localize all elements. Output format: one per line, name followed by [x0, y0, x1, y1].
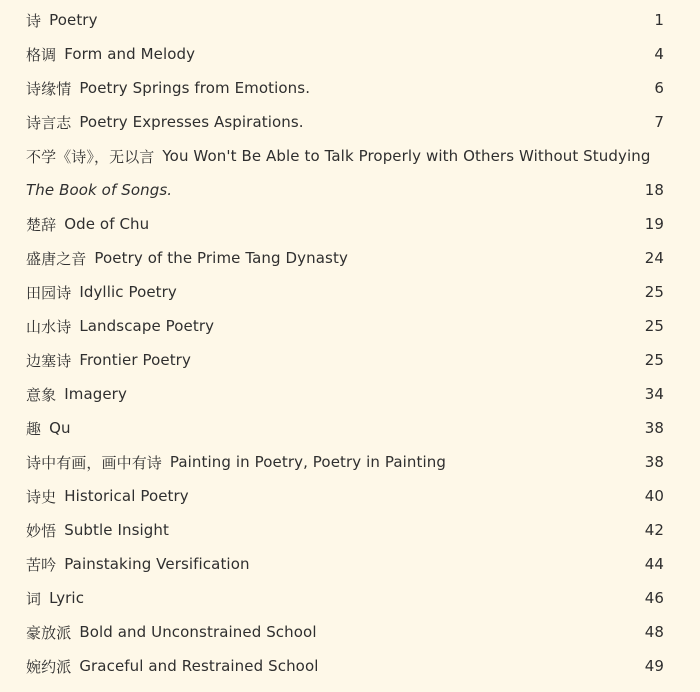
toc-entry-page-number: 42: [644, 521, 664, 539]
toc-entry: [26, 275, 664, 309]
toc-entry-chinese-title: 诗: [26, 11, 42, 30]
toc-entry-chinese-title: 楚辞: [26, 215, 57, 234]
toc-entry-chinese-title: 诗言志: [26, 113, 72, 132]
toc-entry-chinese-title: 盛唐之音: [26, 249, 87, 268]
toc-entry-page-number: 6: [654, 79, 664, 97]
toc-entry-chinese-title: 豪放派: [26, 623, 72, 642]
toc-entry: [26, 445, 664, 479]
toc-entry-page-number: 34: [644, 385, 664, 403]
toc-entry-page-number: 4: [654, 45, 664, 63]
toc-entry: [26, 139, 664, 207]
toc-entry: [26, 309, 664, 343]
toc-entry-page-number: 48: [644, 623, 664, 641]
toc-entry-english-title: Imagery: [64, 385, 127, 403]
toc-entry-english-title: Poetry Expresses Aspirations.: [79, 113, 304, 131]
toc-entry-english-title: Form and Melody: [64, 45, 196, 63]
toc-entry-page-number: 44: [644, 555, 664, 573]
toc-entry-chinese-title: 诗缘情: [26, 79, 72, 98]
toc-entry: [26, 411, 664, 445]
toc-entry-english-title: Painting in Poetry, Poetry in Painting: [169, 453, 446, 471]
toc-entry-english-title: Subtle Insight: [64, 521, 170, 539]
toc-entry-english-title: Graceful and Restrained School: [79, 657, 319, 675]
toc-entry-chinese-title: 格调: [26, 45, 57, 64]
toc-entry-english-title: Qu: [49, 419, 71, 437]
toc-entry-english-title: Bold and Unconstrained School: [79, 623, 317, 641]
toc-entry-chinese-title: 趣: [26, 419, 42, 438]
toc-entry-chinese-title: 诗中有画，画中有诗: [26, 453, 162, 472]
toc-entry-page-number: 25: [644, 283, 664, 301]
toc-entry: [26, 377, 664, 411]
toc-entry-page-number: 46: [644, 589, 664, 607]
toc-entry: [26, 615, 664, 649]
toc-entry-page-number: 49: [644, 657, 664, 675]
toc-entry-page-number: 1: [654, 11, 664, 29]
toc-entry: [26, 71, 664, 105]
toc-entry-english-title: Poetry: [49, 11, 98, 29]
toc-entry-chinese-title: 婉约派: [26, 657, 72, 676]
toc-entry-page-number: 38: [644, 453, 664, 471]
toc-entry-page-number: 40: [644, 487, 664, 505]
toc-entry-english-title-continued: The Book of Songs.: [26, 181, 173, 199]
toc-entry-english-title: Idyllic Poetry: [79, 283, 177, 301]
toc-entry: [26, 581, 664, 615]
toc-entry-english-title: Painstaking Versification: [64, 555, 250, 573]
toc-entry-chinese-title: 妙悟: [26, 521, 57, 540]
toc-entry-chinese-title: 边塞诗: [26, 351, 72, 370]
toc-entry-chinese-title: 田园诗: [26, 283, 72, 302]
toc-entry-english-title: Poetry of the Prime Tang Dynasty: [94, 249, 348, 267]
toc-entry-page-number: 7: [654, 113, 664, 131]
toc-entry-chinese-title: 意象: [26, 385, 57, 404]
toc-entry-page-number: 38: [644, 419, 664, 437]
toc-entry-page-number: 24: [644, 249, 664, 267]
toc-entry: [26, 343, 664, 377]
toc-entry-chinese-title: 不学《诗》，无以言: [26, 147, 155, 166]
toc-entry-english-title: Poetry Springs from Emotions.: [79, 79, 311, 97]
toc-entry: [26, 207, 664, 241]
toc-entry: [26, 37, 664, 71]
toc-entry-page-number: 18: [644, 181, 664, 199]
toc-entry-page-number: 25: [644, 317, 664, 335]
toc-entry-english-title: Lyric: [49, 589, 85, 607]
table-of-contents: [0, 3, 700, 692]
toc-entry-chinese-title: 诗史: [26, 487, 57, 506]
toc-entry-chinese-title: 词: [26, 589, 42, 608]
toc-entry-english-title: Frontier Poetry: [79, 351, 191, 369]
toc-entry: [26, 3, 664, 37]
toc-entry: [26, 479, 664, 513]
toc-entry: [26, 649, 664, 683]
toc-entry: [26, 513, 664, 547]
toc-entry-chinese-title: 山水诗: [26, 317, 72, 336]
toc-entry-english-title: Landscape Poetry: [79, 317, 215, 335]
toc-entry-page-number: 19: [644, 215, 664, 233]
toc-entry-english-title: Historical Poetry: [64, 487, 189, 505]
toc-entry-english-title: You Won't Be Able to Talk Properly with Others Without Studying: [162, 147, 651, 165]
toc-entry-page-number: 25: [644, 351, 664, 369]
toc-entry-english-title: Ode of Chu: [64, 215, 150, 233]
toc-entry: [26, 547, 664, 581]
toc-entry-chinese-title: 苦吟: [26, 555, 57, 574]
toc-entry: [26, 241, 664, 275]
toc-entry: [26, 105, 664, 139]
